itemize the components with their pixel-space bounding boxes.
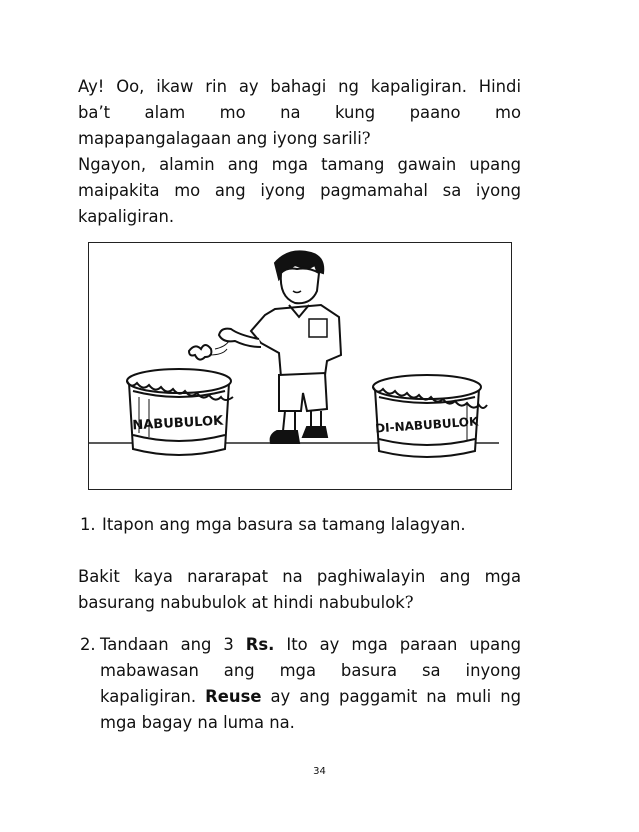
item2-line-2: mabawasan ang mga basura sa inyong	[100, 661, 521, 680]
item2-rs-bold: Rs.	[245, 635, 275, 654]
item2-line-3	[100, 684, 521, 710]
question-paragraph	[78, 564, 521, 616]
intro-line-3	[78, 126, 521, 152]
question-line-1: Bakit kaya nararapat na paghiwalayin ang mga	[78, 567, 521, 586]
intro-line-4: Ngayon, alamin ang mga tamang gawain upang	[78, 155, 521, 174]
item2-line-3-part-b: ay ang paggamit na muli ng	[261, 687, 521, 706]
item2-line-4: mga bagay na luma na.	[100, 713, 295, 732]
list-item-1-number: 1.	[80, 515, 96, 534]
page-number: 34	[313, 766, 326, 777]
intro-line-3-text: mapapangalagaan ang iyong sarili	[78, 129, 362, 148]
intro-line-1: Ay! Oo, ikaw rin ay bahagi ng kapaligiran. Hindi	[78, 77, 521, 96]
boy-and-bins-illustration	[89, 243, 511, 489]
list-item-2-number: 2.	[80, 635, 96, 654]
question-line-2	[78, 590, 521, 616]
intro-line-6: kapaligiran.	[78, 207, 175, 226]
item2-line-1-part-a: Tandaan ang 3	[100, 635, 246, 654]
list-item-1-text: Itapon ang mga basura sa tamang lalagyan.	[102, 515, 466, 534]
intro-line-3-question-mark: ?	[361, 129, 371, 148]
question-line-2-text: basurang nabubulok at hindi nabubulok	[78, 593, 405, 612]
list-item-2-body	[100, 632, 521, 736]
item2-line-1-part-b: Ito ay mga paraan upang	[274, 635, 521, 654]
question-line-2-question-mark: ?	[404, 593, 414, 612]
intro-line-5: maipakita mo ang iyong pagmamahal sa iyong	[78, 181, 521, 200]
bin-nabubulok	[127, 369, 233, 455]
bin-right-label: DI-NABUBULOK	[374, 414, 479, 436]
intro-line-2: ba’t alam mo na kung paano mo	[78, 103, 521, 122]
item2-line-3-part-a: kapaligiran.	[100, 687, 206, 706]
illustration-frame	[88, 242, 512, 490]
item2-reuse-bold: Reuse	[205, 687, 262, 706]
bin-left-label: NABUBULOK	[132, 413, 224, 434]
intro-paragraph	[78, 74, 521, 230]
item2-line-1	[100, 632, 521, 658]
